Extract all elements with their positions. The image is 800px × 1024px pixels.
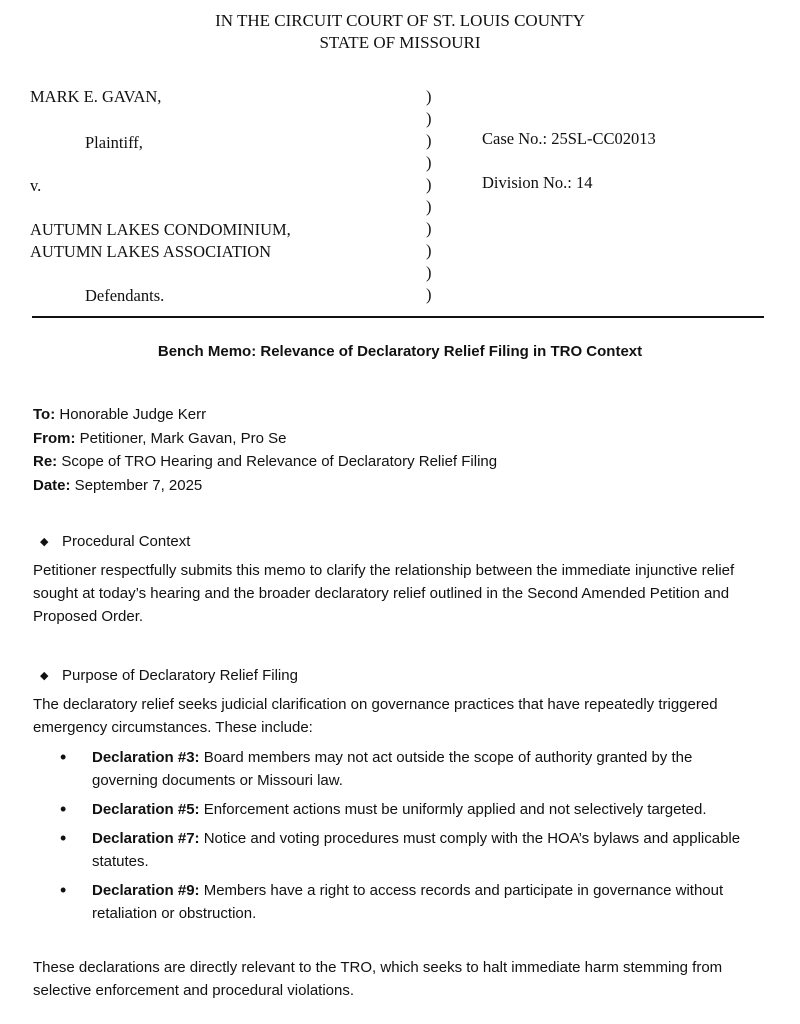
division-number: Division No.: 14: [482, 173, 593, 192]
declaration-label: Declaration #5:: [92, 801, 200, 818]
paren: ): [426, 285, 432, 304]
case-caption: [30, 86, 800, 306]
declaration-text: Notice and voting procedures must comply with the HOA’s bylaws and applicable statutes.: [92, 830, 741, 870]
paren: ): [426, 197, 432, 216]
paren: ): [426, 153, 432, 172]
declaration-label: Declaration #9:: [92, 882, 200, 899]
procedural-context-text: Petitioner respectfully submits this memo to clarify the relationship between the immediate injunctive relief sought at today’s hearing and the broader declaratory relief outlined in the Second Amended Petition and Proposed Order.: [33, 562, 735, 625]
bullet-icon: •: [60, 880, 67, 900]
section-heading: Procedural Context: [62, 533, 191, 550]
court-name: IN THE CIRCUIT COURT OF ST. LOUIS COUNTY: [215, 11, 585, 30]
diamond-bullet-icon: ◆: [40, 670, 49, 682]
paren: ): [426, 175, 432, 194]
court-header: [0, 10, 800, 54]
purpose-text: The declaratory relief seeks judicial clarification on governance practices that have repeatedly triggered emergency circumstances. These include:: [33, 696, 718, 736]
plaintiff-role: Plaintiff,: [85, 133, 143, 152]
list-item: [60, 827, 760, 873]
declaration-text: Members have a right to access records and participate in governance without retaliation or obstruction.: [92, 882, 724, 922]
bullet-icon: •: [60, 747, 67, 767]
declaration-text: Board members may not act outside the scope of authority granted by the governing documents or Missouri law.: [92, 749, 693, 789]
declaration-label: Declaration #7:: [92, 830, 200, 847]
paren: ): [426, 87, 432, 106]
caption-parenthesis-column: [426, 86, 436, 306]
memo-date: Date: September 7, 2025: [33, 476, 203, 494]
paren: ): [426, 263, 432, 282]
bullet-icon: •: [60, 799, 67, 819]
case-number: Case No.: 25SL-CC02013: [482, 129, 656, 148]
paren: ): [426, 241, 432, 260]
memo-from: From: Petitioner, Mark Gavan, Pro Se: [33, 429, 287, 447]
caption-divider: [32, 316, 764, 318]
memo-re: Re: Scope of TRO Hearing and Relevance of Declaratory Relief Filing: [33, 453, 498, 470]
court-state: STATE OF MISSOURI: [319, 33, 481, 52]
closing-text: These declarations are directly relevant to the TRO, which seeks to halt immediate harm stemming from selective enforcement and procedural violations.: [33, 959, 723, 999]
section-procedural-context: [40, 532, 190, 552]
memo-header-block: [33, 403, 497, 497]
versus: v.: [30, 176, 42, 195]
defendant-name-line1: AUTUMN LAKES CONDOMINIUM,: [30, 220, 291, 239]
defendant-name-line2: AUTUMN LAKES ASSOCIATION: [30, 242, 272, 261]
bullet-icon: •: [60, 828, 67, 848]
section-purpose: [40, 666, 298, 686]
declaration-label: Declaration #3:: [92, 749, 200, 766]
memo-title: Bench Memo: Relevance of Declaratory Relief Filing in TRO Context: [157, 343, 643, 360]
paren: ): [426, 131, 432, 150]
defendant-role: Defendants.: [85, 286, 165, 305]
declarations-list: [60, 746, 760, 931]
paren: ): [426, 109, 432, 128]
declaration-text: Enforcement actions must be uniformly applied and not selectively targeted.: [199, 801, 707, 818]
list-item: [60, 798, 760, 821]
list-item: [60, 746, 760, 792]
plaintiff-name: MARK E. GAVAN,: [30, 87, 162, 106]
section-heading: Purpose of Declaratory Relief Filing: [62, 667, 298, 684]
diamond-bullet-icon: ◆: [40, 536, 49, 548]
paren: ): [426, 219, 432, 238]
list-item: [60, 879, 760, 925]
memo-to: To: Honorable Judge Kerr: [33, 406, 207, 423]
